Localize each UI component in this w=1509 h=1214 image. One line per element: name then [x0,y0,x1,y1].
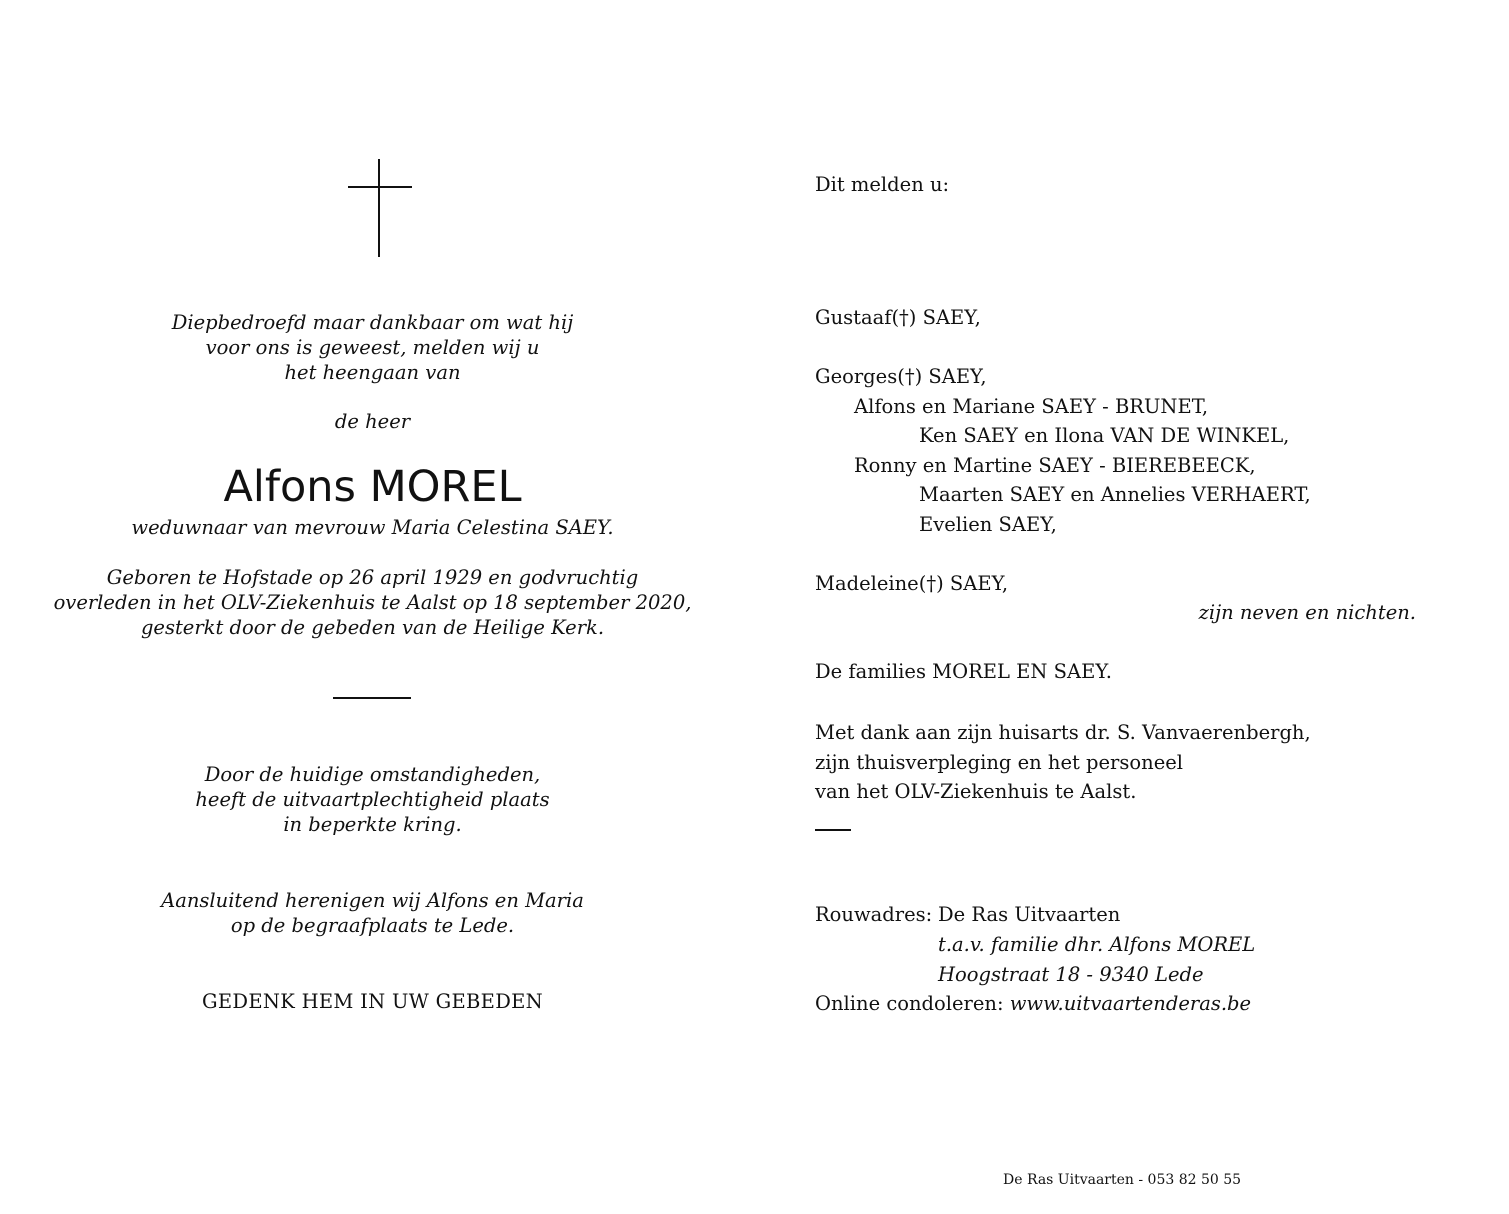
announce-line: Dit melden u: [815,173,950,196]
birth-death-line: Geboren te Hofstade op 26 april 1929 en godvruchtig [106,566,639,589]
address-line: Hoogstraat 18 - 9340 Lede [938,963,1204,986]
thanks-line: zijn thuisverpleging en het personeel [815,751,1184,774]
circumstances-text [0,762,745,837]
family-line: Madeleine(†) SAEY, [815,572,1009,595]
online-condolence [815,991,1251,1016]
birth-death-line: overleden in het OLV-Ziekenhuis te Aalst op 18 september 2020, [53,591,692,614]
intro-line: voor ons is geweest, melden wij u [205,336,540,359]
family-line: Gustaaf(†) SAEY, [815,306,981,329]
intro-text [0,310,745,385]
family-line: Georges(†) SAEY, [815,365,987,388]
birth-death-text [0,565,745,640]
family-line: Evelien SAEY, [919,513,1057,536]
left-column [0,0,745,1214]
divider [815,829,851,831]
address-line: t.a.v. familie dhr. Alfons MOREL [938,933,1256,956]
birth-death-line: gesterkt door de gebeden van de Heilige Kerk. [140,616,605,639]
family-line: Alfons en Mariane SAEY - BRUNET, [854,395,1209,418]
circumstances-line: in beperkte kring. [283,813,462,836]
burial-text [0,888,745,938]
family-line: De families MOREL EN SAEY. [815,660,1112,683]
thanks-line: van het OLV-Ziekenhuis te Aalst. [815,780,1137,803]
condolence-link[interactable]: www.uitvaartenderas.be [1009,992,1252,1015]
online-label: Online condoleren: [815,992,1004,1015]
burial-line: Aansluitend herenigen wij Alfons en Maria [161,889,584,912]
circumstances-line: Door de huidige omstandigheden, [204,763,541,786]
footer-contact: De Ras Uitvaarten - 053 82 50 55 [1003,1172,1242,1188]
address-label: Rouwadres: [815,903,933,926]
honorific: de heer [334,410,411,433]
prayer-request: GEDENK HEM IN UW GEBEDEN [201,990,544,1013]
intro-line: Diepbedroefd maar dankbaar om wat hij [171,311,574,334]
divider [333,697,411,699]
cross-icon [348,159,412,257]
family-line: zijn neven en nichten. [1198,601,1416,624]
right-column [815,0,1495,1214]
burial-line: op de begraafplaats te Lede. [230,914,515,937]
deceased-name: Alfons MOREL [223,462,522,512]
family-line: Ken SAEY en Ilona VAN DE WINKEL, [919,424,1290,447]
circumstances-line: heeft de uitvaartplechtigheid plaats [195,788,550,811]
address-line: De Ras Uitvaarten [938,903,1121,926]
thanks-line: Met dank aan zijn huisarts dr. S. Vanvaerenbergh, [815,721,1311,744]
intro-line: het heengaan van [284,361,461,384]
family-line: Maarten SAEY en Annelies VERHAERT, [919,483,1311,506]
family-line: Ronny en Martine SAEY - BIEREBEECK, [854,454,1256,477]
widower-line: weduwnaar van mevrouw Maria Celestina SAEY. [131,516,614,539]
